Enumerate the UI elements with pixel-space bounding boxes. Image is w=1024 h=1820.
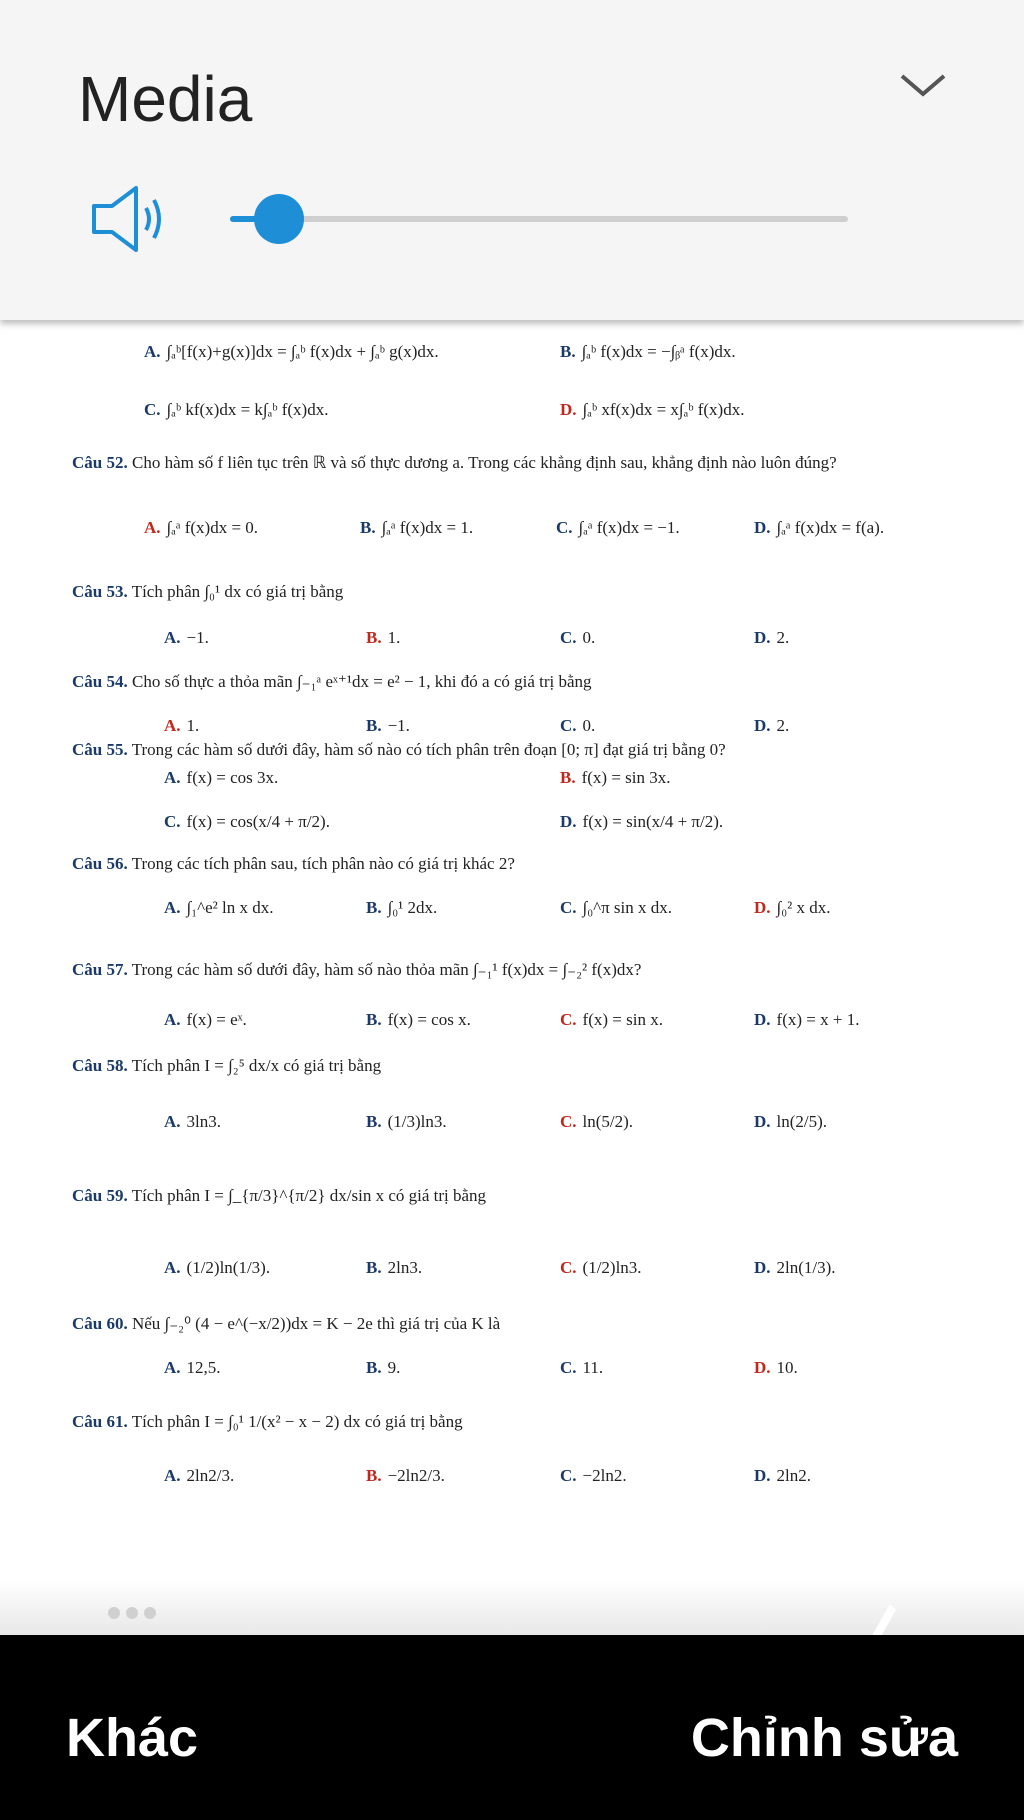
- q56-option-d: D. ∫₀² x dx.: [754, 898, 831, 917]
- q54-option-d: D. 2.: [754, 716, 790, 735]
- q58-option-c: C. ln(5/2).: [560, 1112, 634, 1131]
- volume-slider-thumb[interactable]: [254, 194, 304, 244]
- q58-option-d: D. ln(2/5).: [754, 1112, 828, 1131]
- question-58: Câu 58. Tích phân I = ∫₂⁵ dx/x có giá trị bằng: [72, 1056, 382, 1075]
- q54-option-b: B. −1.: [366, 716, 410, 735]
- media-title: Media: [78, 63, 253, 135]
- q56-option-c: C. ∫₀^π sin x dx.: [560, 898, 673, 917]
- speaker-icon[interactable]: [90, 184, 170, 254]
- q59-option-a: A. (1/2)ln(1/3).: [164, 1258, 271, 1277]
- option-d: D. ∫ₐᵇ xf(x)dx = x∫ₐᵇ f(x)dx.: [560, 400, 745, 419]
- q57-option-c: C. f(x) = sin x.: [560, 1010, 663, 1029]
- q55-option-c: C. f(x) = cos(x/4 + π/2).: [164, 812, 330, 831]
- q52-option-c: C. ∫ₐᵃ f(x)dx = −1.: [556, 518, 680, 537]
- q55-option-b: B. f(x) = sin 3x.: [560, 768, 671, 787]
- q61-option-d: D. 2ln2.: [754, 1466, 812, 1485]
- question-61: Câu 61. Tích phân I = ∫₀¹ 1/(x² − x − 2) dx có giá trị bằng: [72, 1412, 463, 1431]
- q52-option-a: A. ∫ₐᵃ f(x)dx = 0.: [144, 518, 259, 537]
- option-a: A. ∫ₐᵇ[f(x)+g(x)]dx = ∫ₐᵇ f(x)dx + ∫ₐᵇ g(x)dx.: [144, 342, 439, 361]
- q53-option-c: C. 0.: [560, 628, 596, 647]
- bottom-action-bar: [0, 1635, 1024, 1820]
- q59-option-d: D. 2ln(1/3).: [754, 1258, 836, 1277]
- q57-option-d: D. f(x) = x + 1.: [754, 1010, 860, 1029]
- volume-slider[interactable]: [230, 216, 848, 222]
- option-b: B. ∫ₐᵇ f(x)dx = −∫ᵦᵃ f(x)dx.: [560, 342, 736, 361]
- chevron-down-icon[interactable]: [898, 70, 948, 100]
- q59-option-b: B. 2ln3.: [366, 1258, 423, 1277]
- question-54: Câu 54. Cho số thực a thỏa mãn ∫₋₁ᵃ eˣ⁺¹dx = e² − 1, khi đó a có giá trị bằng: [72, 672, 592, 691]
- q57-option-a: A. f(x) = eˣ.: [164, 1010, 247, 1029]
- q55-option-a: A. f(x) = cos 3x.: [164, 768, 279, 787]
- question-56: Câu 56. Trong các tích phân sau, tích phân nào có giá trị khác 2?: [72, 854, 515, 873]
- question-59: Câu 59. Tích phân I = ∫_{π/3}^{π/2} dx/sin x có giá trị bằng: [72, 1186, 487, 1205]
- question-53: Câu 53. Tích phân ∫₀¹ dx có giá trị bằng: [72, 582, 344, 601]
- q60-option-a: A. 12,5.: [164, 1358, 221, 1377]
- question-55: Câu 55. Trong các hàm số dưới đây, hàm số nào có tích phân trên đoạn [0; π] đạt giá trị bằng 0?: [72, 740, 726, 759]
- question-57: Câu 57. Trong các hàm số dưới đây, hàm số nào thỏa mãn ∫₋₁¹ f(x)dx = ∫₋₂² f(x)dx?: [72, 960, 642, 979]
- media-panel: [0, 0, 1024, 320]
- edit-button[interactable]: Chỉnh sửa: [690, 1708, 958, 1768]
- q58-option-b: B. (1/3)ln3.: [366, 1112, 447, 1131]
- q59-option-c: C. (1/2)ln3.: [560, 1258, 642, 1277]
- q53-option-a: A. −1.: [164, 628, 209, 647]
- q60-option-b: B. 9.: [366, 1358, 401, 1377]
- other-button[interactable]: Khác: [66, 1708, 199, 1768]
- question-52: Câu 52. Cho hàm số f liên tục trên ℝ và số thực dương a. Trong các khẳng định sau, khẳng định nào luôn đúng?: [72, 453, 837, 472]
- q53-option-d: D. 2.: [754, 628, 790, 647]
- q54-option-c: C. 0.: [560, 716, 596, 735]
- option-c: C. ∫ₐᵇ kf(x)dx = k∫ₐᵇ f(x)dx.: [144, 400, 329, 419]
- q56-option-a: A. ∫₁^e² ln x dx.: [164, 898, 274, 917]
- q58-option-a: A. 3ln3.: [164, 1112, 222, 1131]
- q57-option-b: B. f(x) = cos x.: [366, 1010, 471, 1029]
- q53-option-b: B. 1.: [366, 628, 401, 647]
- q61-option-b: B. −2ln2/3.: [366, 1466, 445, 1485]
- document-page: [0, 320, 1024, 1635]
- q60-option-c: C. 11.: [560, 1358, 604, 1377]
- q61-option-c: C. −2ln2.: [560, 1466, 627, 1485]
- q52-option-b: B. ∫ₐᵃ f(x)dx = 1.: [360, 518, 474, 537]
- question-60: Câu 60. Nếu ∫₋₂⁰ (4 − e^(−x/2))dx = K − 2e thì giá trị của K là: [72, 1314, 501, 1333]
- q55-option-d: D. f(x) = sin(x/4 + π/2).: [560, 812, 724, 831]
- q52-option-d: D. ∫ₐᵃ f(x)dx = f(a).: [754, 518, 885, 537]
- q56-option-b: B. ∫₀¹ 2dx.: [366, 898, 438, 917]
- q61-option-a: A. 2ln2/3.: [164, 1466, 235, 1485]
- q54-option-a: A. 1.: [164, 716, 200, 735]
- more-dots-icon[interactable]: [108, 1606, 162, 1624]
- q60-option-d: D. 10.: [754, 1358, 798, 1377]
